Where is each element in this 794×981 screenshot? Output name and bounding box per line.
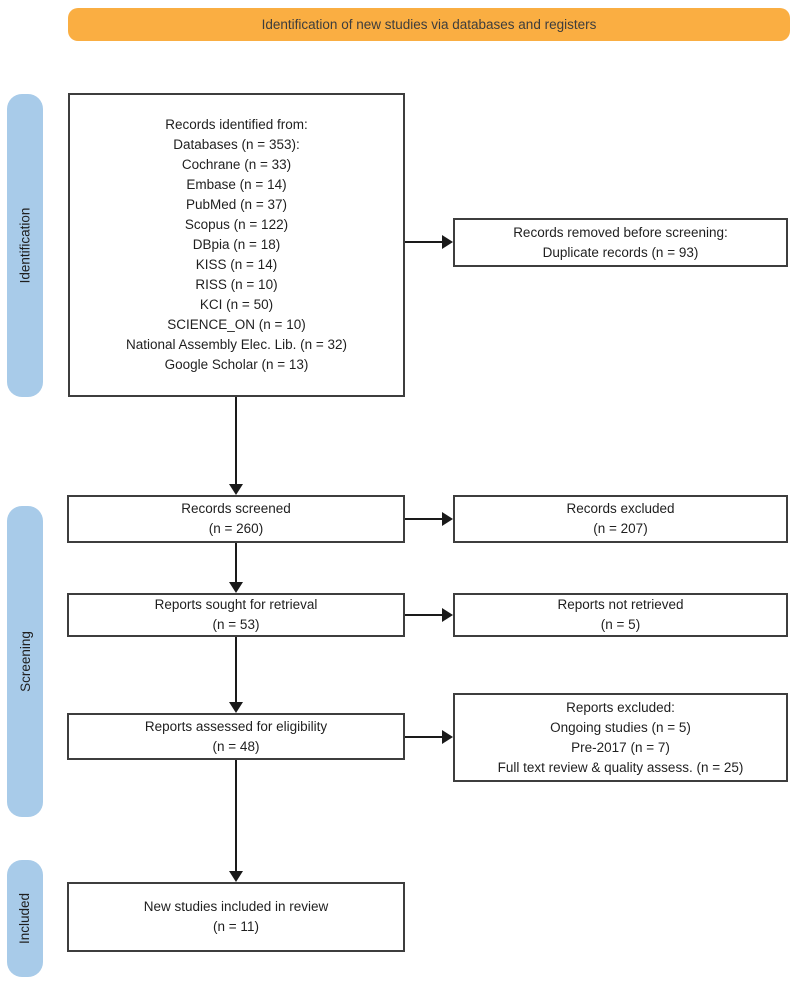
arrow-line: [235, 397, 237, 484]
arrowhead-right-icon: [442, 235, 453, 249]
box-line: Records identified from:: [165, 117, 308, 132]
box-line: KISS (n = 14): [195, 257, 278, 272]
box-line: Pre-2017 (n = 7): [571, 739, 670, 755]
box-line: PubMed (n = 37): [186, 197, 287, 212]
box-line: Full text review & quality assess. (n = 25): [497, 759, 744, 775]
stage-screening-label: Screening: [17, 631, 33, 692]
box-line: Ongoing studies (n = 5): [550, 719, 691, 735]
right-arrow-assessed-to-excluded: [405, 730, 453, 744]
box-line: Duplicate records (n = 93): [542, 244, 699, 260]
new-studies-included-box: [67, 882, 405, 952]
box-line: Reports assessed for eligibility: [144, 718, 328, 734]
arrowhead-right-icon: [442, 608, 453, 622]
arrowhead-down-icon: [229, 871, 243, 882]
box-line: (n = 207): [593, 521, 648, 536]
box-line: Reports not retrieved: [557, 597, 684, 612]
reports-not-retrieved-box: [453, 593, 788, 637]
arrow-line: [405, 518, 442, 520]
records-removed-box: [453, 218, 788, 267]
box-line: Google Scholar (n = 13): [164, 357, 309, 372]
arrow-line: [235, 543, 237, 582]
box-line: Reports excluded:: [566, 699, 675, 715]
records-screened-box: [67, 495, 405, 543]
stage-identification: [7, 94, 43, 397]
box-line: (n = 11): [213, 919, 259, 934]
box-line: Scopus (n = 122): [184, 217, 289, 232]
arrowhead-right-icon: [442, 730, 453, 744]
box-line: Cochrane (n = 33): [181, 157, 292, 172]
stage-included-label: Included: [17, 892, 33, 945]
box-line: Records removed before screening:: [513, 224, 728, 240]
down-arrow-sought-to-assessed: [229, 637, 243, 713]
arrow-line: [235, 760, 237, 871]
header-banner-label: Identification of new studies via databases and registers: [261, 17, 597, 32]
arrow-line: [235, 637, 237, 702]
box-line: (n = 48): [212, 738, 260, 754]
header-banner: [68, 8, 790, 41]
box-line: Databases (n = 353):: [173, 137, 300, 152]
box-line: RISS (n = 10): [195, 277, 278, 292]
arrowhead-down-icon: [229, 582, 243, 593]
right-arrow-sought-to-not-retrieved: [405, 608, 453, 622]
arrowhead-down-icon: [229, 702, 243, 713]
down-arrow-screened-to-sought: [229, 543, 243, 593]
right-arrow-screened-to-excluded: [405, 512, 453, 526]
box-line: Records excluded: [566, 501, 675, 516]
right-arrow-identified-to-removed: [405, 235, 453, 249]
box-line: KCI (n = 50): [199, 297, 274, 312]
down-arrow-assessed-to-included: [229, 760, 243, 882]
arrow-line: [405, 614, 442, 616]
box-line: SCIENCE_ON (n = 10): [167, 317, 306, 332]
box-line: DBpia (n = 18): [192, 237, 281, 252]
records-excluded-box: [453, 495, 788, 543]
box-line: Records screened: [181, 501, 291, 516]
arrow-line: [405, 736, 442, 738]
reports-excluded-box: [453, 693, 788, 782]
stage-identification-label: Identification: [17, 207, 33, 284]
reports-assessed-box: [67, 713, 405, 760]
arrowhead-right-icon: [442, 512, 453, 526]
down-arrow-identified-to-screened: [229, 397, 243, 495]
box-line: Reports sought for retrieval: [154, 597, 318, 612]
arrowhead-down-icon: [229, 484, 243, 495]
box-line: (n = 53): [212, 617, 260, 632]
reports-sought-box: [67, 593, 405, 637]
stage-screening: [7, 506, 43, 817]
box-line: (n = 260): [208, 521, 264, 536]
box-line: National Assembly Elec. Lib. (n = 32): [126, 337, 347, 352]
box-line: (n = 5): [600, 617, 641, 632]
arrow-line: [405, 241, 442, 243]
records-identified-box: [68, 93, 405, 397]
box-line: Embase (n = 14): [186, 177, 287, 192]
box-line: New studies included in review: [143, 899, 329, 914]
stage-included: [7, 860, 43, 977]
